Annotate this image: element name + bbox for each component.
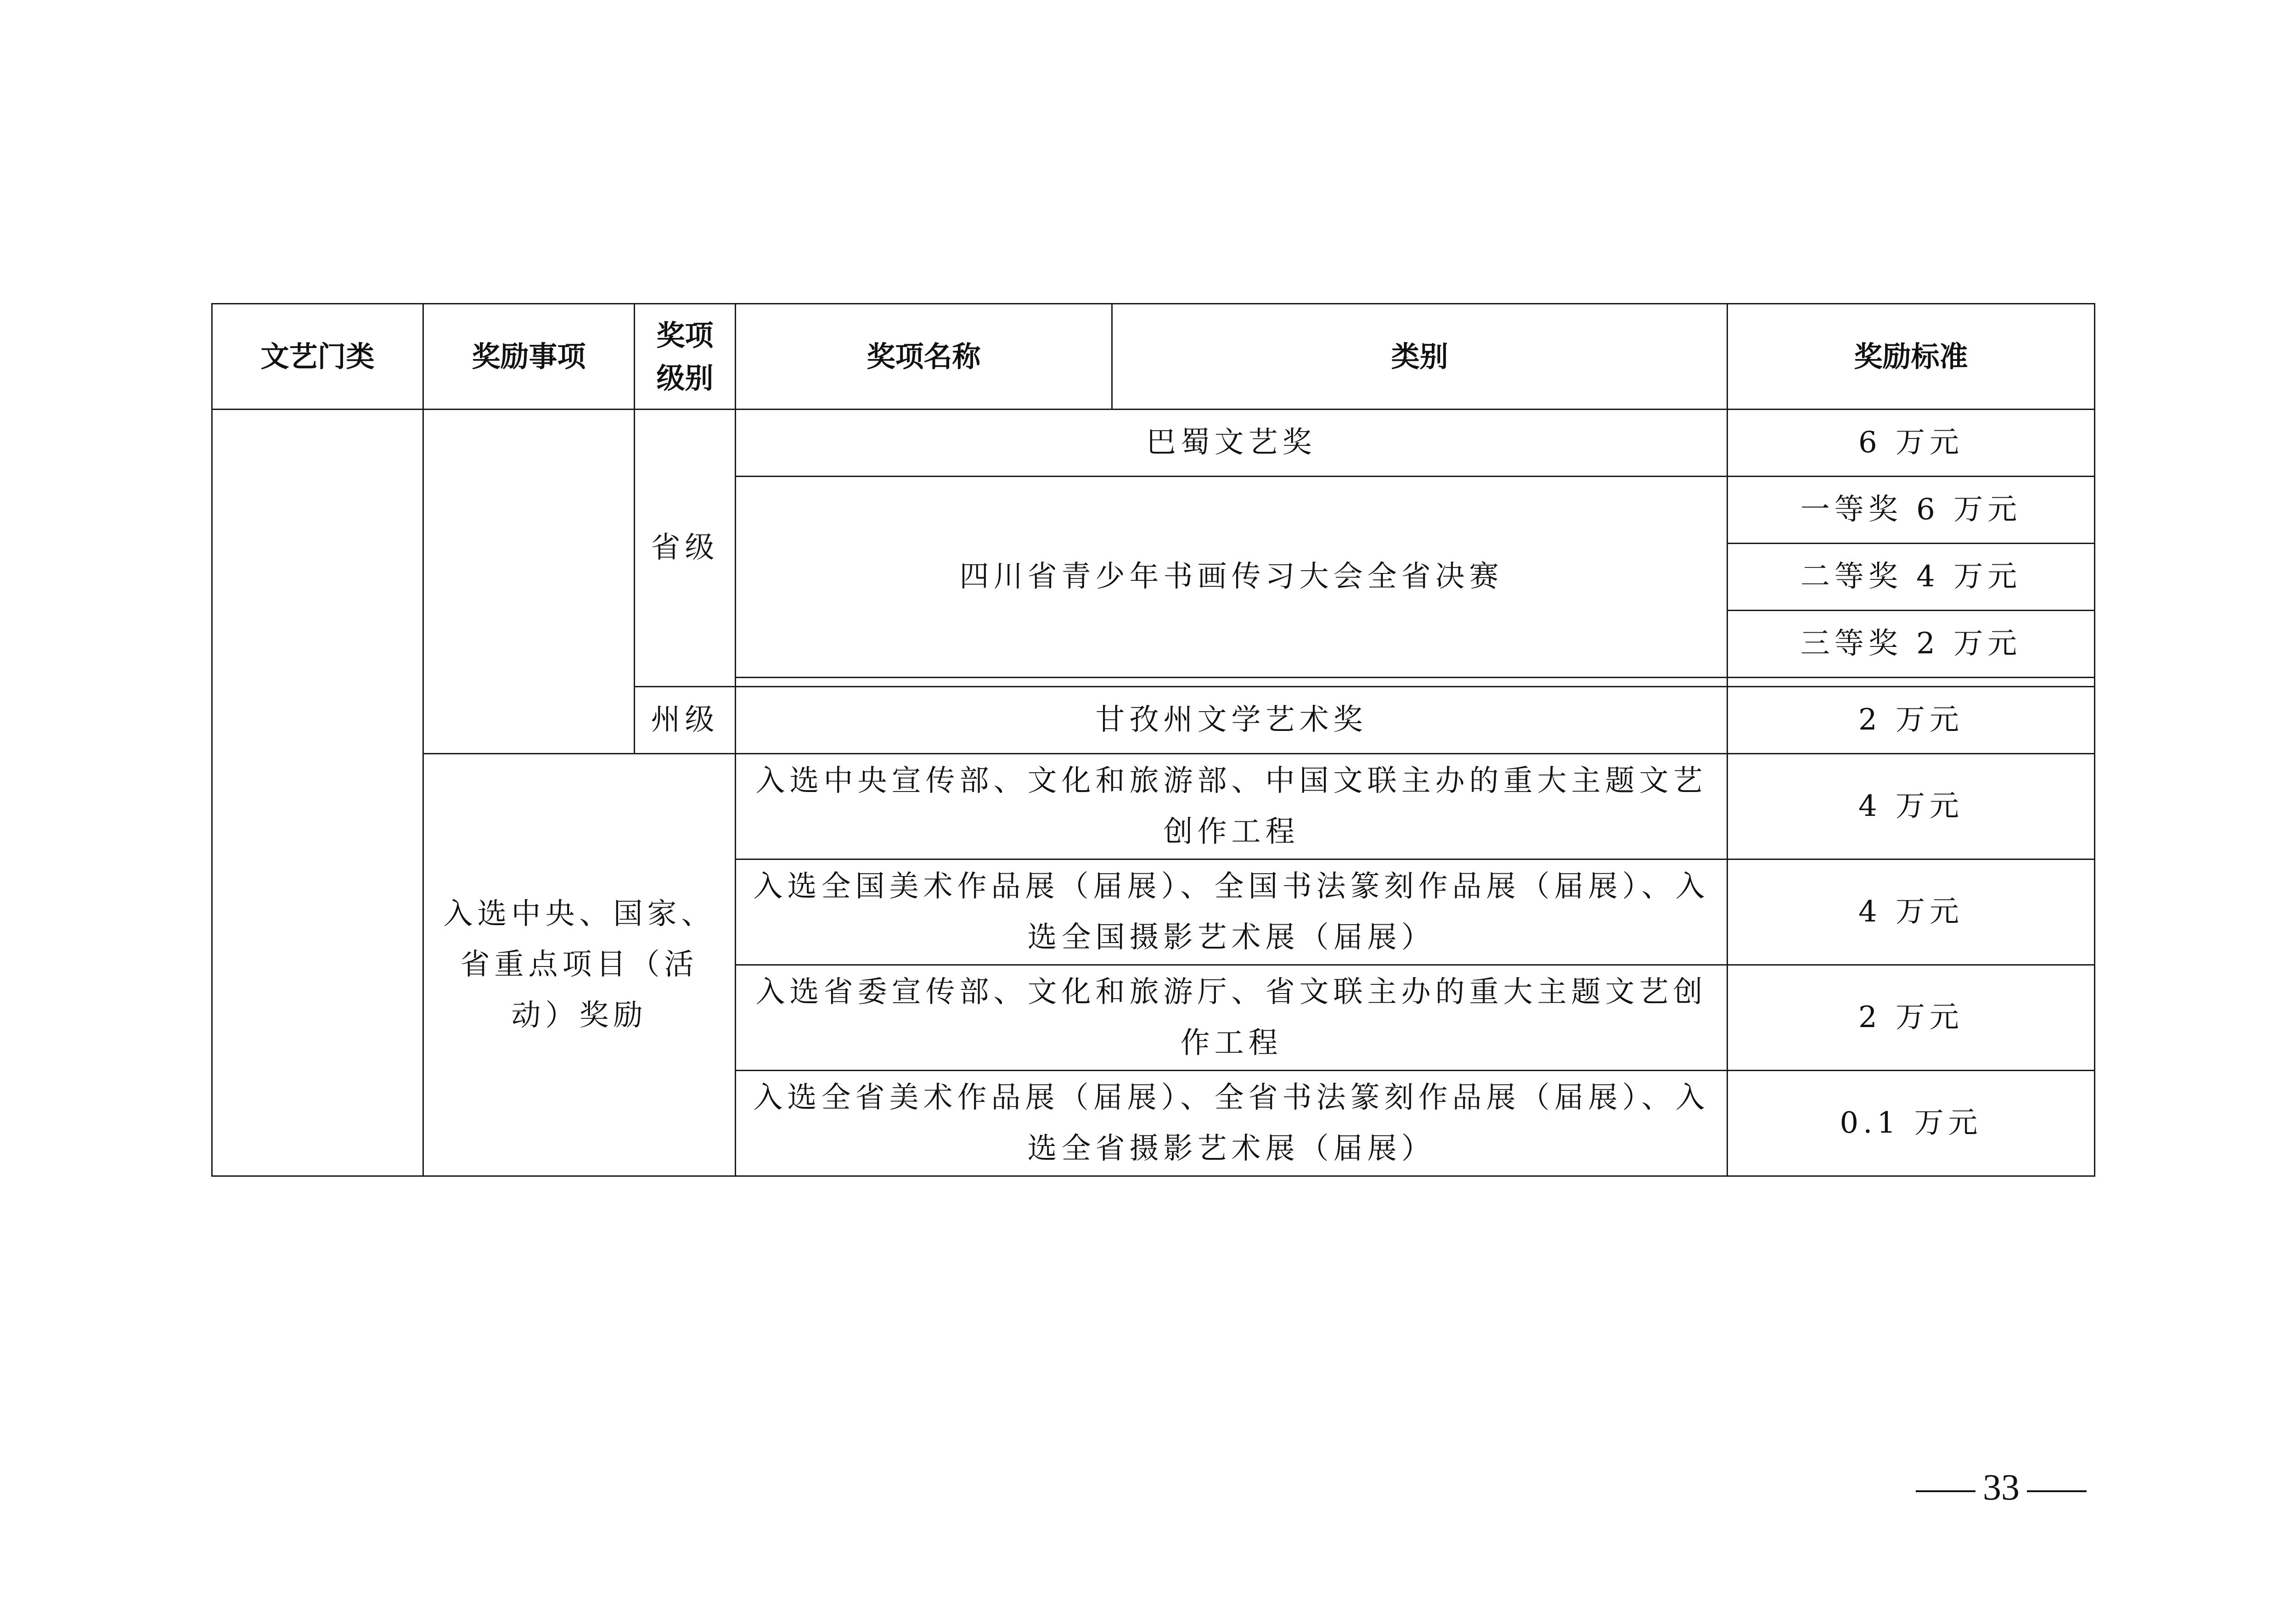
award-name-ganzi: 甘孜州文学艺术奖 <box>736 687 1728 754</box>
award-standards-table <box>211 303 2095 1177</box>
award-standard-continuation <box>1728 678 2095 687</box>
award-standard-central-works: 4 万元 <box>1728 754 2095 859</box>
prefecture-level-cell: 州级 <box>635 687 736 754</box>
header-award-item: 奖励事项 <box>423 304 635 410</box>
header-award-level: 奖项级别 <box>635 304 736 410</box>
header-art-category: 文艺门类 <box>212 304 423 410</box>
award-item-cell <box>423 410 635 754</box>
page-number <box>1908 1467 2094 1509</box>
award-name-continuation <box>736 678 1728 687</box>
award-name-youth-calligraphy: 四川省青少年书画传习大会全省决赛 <box>736 477 1728 678</box>
page-number-right-dash <box>2027 1490 2087 1492</box>
provincial-level-cell: 省级 <box>635 410 736 687</box>
page-number-left-dash <box>1916 1490 1975 1492</box>
award-standard-provincial-works: 2 万元 <box>1728 965 2095 1071</box>
award-name-provincial-exhibitions: 入选全省美术作品展（届展）、全省书法篆刻作品展（届展）、入选全省摄影艺术展（届展） <box>736 1071 1728 1176</box>
award-name-central-works: 入选中央宣传部、文化和旅游部、中国文联主办的重大主题文艺创作工程 <box>736 754 1728 859</box>
award-name-provincial-works: 入选省委宣传部、文化和旅游厅、省文联主办的重大主题文艺创作工程 <box>736 965 1728 1071</box>
award-name-national-exhibitions: 入选全国美术作品展（届展）、全国书法篆刻作品展（届展）、入选全国摄影艺术展（届展） <box>736 859 1728 965</box>
award-standard-bashu: 6 万元 <box>1728 410 2095 477</box>
table-header-row <box>212 304 2095 410</box>
header-award-standard: 奖励标准 <box>1728 304 2095 410</box>
page-number-value: 33 <box>1983 1467 2020 1508</box>
table-row <box>212 410 2095 477</box>
header-category: 类别 <box>1112 304 1728 410</box>
award-standard-provincial-exhibitions: 0.1 万元 <box>1728 1071 2095 1176</box>
award-standard-first-prize: 一等奖 6 万元 <box>1728 477 2095 544</box>
key-projects-cell: 入选中央、国家、省重点项目（活动）奖励 <box>423 754 736 1176</box>
award-standard-national-exhibitions: 4 万元 <box>1728 859 2095 965</box>
award-standard-second-prize: 二等奖 4 万元 <box>1728 544 2095 611</box>
award-name-bashu: 巴蜀文艺奖 <box>736 410 1728 477</box>
art-category-cell <box>212 410 423 1176</box>
award-standard-third-prize: 三等奖 2 万元 <box>1728 611 2095 678</box>
award-standard-ganzi: 2 万元 <box>1728 687 2095 754</box>
table-row <box>212 754 2095 859</box>
header-award-name: 奖项名称 <box>736 304 1112 410</box>
